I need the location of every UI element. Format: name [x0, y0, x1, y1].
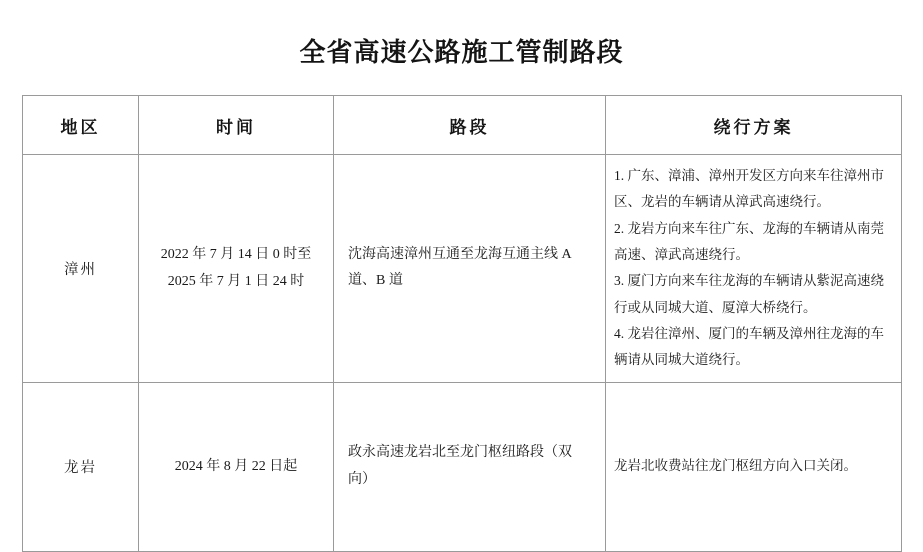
- detour-line: 龙岩北收费站往龙门枢纽方向入口关闭。: [614, 458, 857, 474]
- section-text: 沈海高速漳州互通至龙海互通主线 A 道、B 道: [348, 246, 571, 289]
- column-header-region: 地区: [23, 96, 139, 155]
- cell-time: [139, 155, 334, 383]
- detour-line: 3. 厦门方向来车往龙海的车辆请从紫泥高速绕行或从同城大道、厦漳大桥绕行。: [614, 273, 884, 315]
- detour-line: 4. 龙岩往漳州、厦门的车辆及漳州往龙海的车辆请从同城大道绕行。: [614, 325, 884, 368]
- section-text: 政永高速龙岩北至龙门枢纽路段（双向）: [348, 444, 572, 487]
- column-header-time: 时间: [139, 96, 334, 155]
- detour-line: 2. 龙岩方向来车往广东、龙海的车辆请从南莞高速、漳武高速绕行。: [614, 220, 884, 262]
- cell-time: [139, 382, 334, 551]
- cell-region: 漳州: [23, 155, 139, 383]
- table-row: [23, 382, 902, 551]
- cell-section: [334, 382, 606, 551]
- table-row: [23, 155, 902, 383]
- cell-section: [334, 155, 606, 383]
- detour-line: 1. 广东、漳浦、漳州开发区方向来车往漳州市区、龙岩的车辆请从漳武高速绕行。: [614, 168, 884, 210]
- table-header-row: [23, 96, 902, 155]
- page-title: 全省高速公路施工管制路段: [299, 38, 624, 67]
- cell-detour: [606, 382, 902, 551]
- table-body: [23, 155, 902, 552]
- construction-control-table: [22, 95, 902, 552]
- time-line: 2024 年 8 月 22 日起: [174, 458, 298, 474]
- time-line: 2025 年 7 月 1 日 24 时: [167, 274, 305, 290]
- time-line: 2022 年 7 月 14 日 0 时至: [160, 246, 312, 262]
- column-header-detour: 绕行方案: [606, 96, 902, 155]
- table-container: [0, 95, 923, 552]
- cell-region: 龙岩: [23, 382, 139, 551]
- cell-detour: [606, 155, 902, 383]
- table-header: [23, 96, 902, 155]
- column-header-section: 路段: [334, 96, 606, 155]
